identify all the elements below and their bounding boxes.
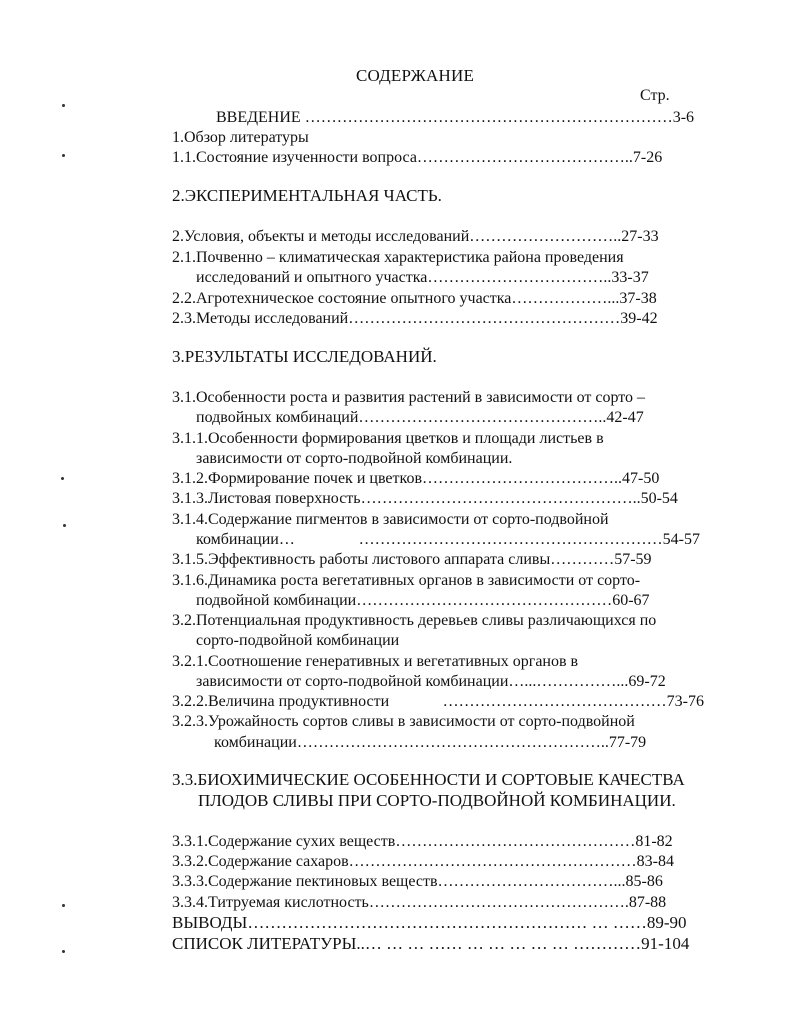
toc-entry-3-1-cont: подвойных комбинаций………………………………………..42-47 (196, 409, 644, 426)
toc-entry-3-2-1: 3.2.1.Соотношение генеративных и вегетативных органов в (172, 653, 579, 670)
toc-entry-3-1-1-cont: зависимости от сорто-подвойной комбинации. (196, 450, 513, 467)
toc-entry-3-1-4: 3.1.4.Содержание пигментов в зависимости от сорто-подвойной (172, 511, 609, 528)
toc-entry-3-1: 3.1.Особенности роста и развития растений в зависимости от сорто – (172, 389, 646, 406)
scan-speck (62, 154, 65, 157)
toc-entry-1-1: 1.1.Состояние изученности вопроса…………………………………..7-26 (172, 149, 663, 166)
scan-speck (62, 104, 65, 107)
toc-entry-1: 1.Обзор литературы (172, 129, 309, 146)
toc-entry-3-3-2: 3.3.2.Содержание сахаров………………………………………………83-84 (172, 853, 675, 870)
toc-entry-3-1-2: 3.1.2.Формирование почек и цветков………………………………..47-50 (172, 470, 660, 487)
toc-entry-3-2: 3.2.Потенциальная продуктивность деревьев сливы различающихся по (172, 612, 657, 629)
toc-entry-2-2: 2.2.Агротехническое состояние опытного участка………………...37-38 (172, 290, 657, 307)
toc-entry-3-1-4-cont-right: …………………………………………………54-57 (358, 531, 700, 548)
toc-entry-3-2-2-left: 3.2.2.Величина продуктивности (172, 693, 390, 710)
toc-entry-3-1-5: 3.1.5.Эффективность работы листового аппарата сливы…………57-59 (172, 551, 652, 568)
toc-entry-3-2-2-right: ……………………………………73-76 (442, 693, 704, 710)
toc-entry-3-2-2 (172, 692, 704, 712)
toc-entry-2-3: 2.3.Методы исследований……………………………………………39-42 (172, 310, 658, 327)
toc-entry-3-3-3: 3.3.3.Содержание пектиновых веществ……………………………...85-86 (172, 873, 663, 890)
page-number-label: Стр. (640, 87, 670, 104)
scan-speck (62, 950, 65, 953)
section-heading-3-3-cont: ПЛОДОВ СЛИВЫ ПРИ СОРТО-ПОДВОЙНОЙ КОМБИНАЦИИ. (198, 791, 676, 810)
toc-entry-3-1-1: 3.1.1.Особенности формирования цветков и площади листьев в (172, 430, 604, 447)
toc-entry-3-1-6: 3.1.6.Динамика роста вегетативных органов в зависимости от сорто- (172, 572, 641, 589)
section-heading-2: 2.ЭКСПЕРИМЕНТАЛЬНАЯ ЧАСТЬ. (172, 186, 442, 205)
toc-entry-3-2-1-cont: зависимости от сорто-подвойной комбинации…...……………...69-72 (196, 673, 666, 690)
toc-entry-3-1-6-cont: подвойной комбинации…………………………………………60-67 (196, 592, 650, 609)
scan-speck (62, 904, 65, 907)
toc-entry-3-2-cont: сорто-подвойной комбинации (196, 632, 400, 649)
toc-entry-3-1-3: 3.1.3.Листовая поверхность……………………………………………..50-54 (172, 490, 678, 507)
toc-entry-3-3-1: 3.3.1.Содержание сухих веществ………………………………………81-82 (172, 833, 673, 850)
section-heading-3-3: 3.3.БИОХИМИЧЕСКИЕ ОСОБЕННОСТИ И СОРТОВЫЕ КАЧЕСТВА (172, 770, 685, 789)
toc-entry-3-1-4-cont (196, 530, 700, 550)
scan-speck (63, 524, 66, 527)
toc-entry-2-1: 2.1.Почвенно – климатическая характеристика района проведения (172, 249, 624, 266)
section-heading-3: 3.РЕЗУЛЬТАТЫ ИССЛЕДОВАНИЙ. (172, 347, 437, 366)
toc-entry-2-1-cont: исследований и опытного участка……………………………..33-37 (196, 269, 649, 286)
toc-entry-3-2-3-cont: комбинации…………………………………………………..77-79 (214, 734, 647, 751)
toc-entry-3-3-4: 3.3.4.Титруемая кислотность………………………………………….87-88 (172, 894, 667, 911)
toc-entry-2: 2.Условия, объекты и методы исследований………………………..27-33 (172, 228, 659, 245)
scan-speck (61, 477, 64, 480)
toc-entry-3-2-3: 3.2.3.Урожайность сортов сливы в зависимости от сорто-подвойной (172, 713, 635, 730)
page-title: СОДЕРЖАНИЕ (355, 66, 475, 85)
toc-entry-3-1-4-cont-left: комбинации… (196, 531, 295, 548)
toc-entry-references: СПИСОК ЛИТЕРАТУРЫ..… … … …… … … … … … …………91-104 (172, 934, 690, 953)
toc-entry-introduction: ВВЕДЕНИЕ ……………………………………………………………3-6 (216, 109, 695, 126)
toc-entry-conclusions: ВЫВОДЫ…………………………………………………… … ……89-90 (172, 913, 687, 932)
